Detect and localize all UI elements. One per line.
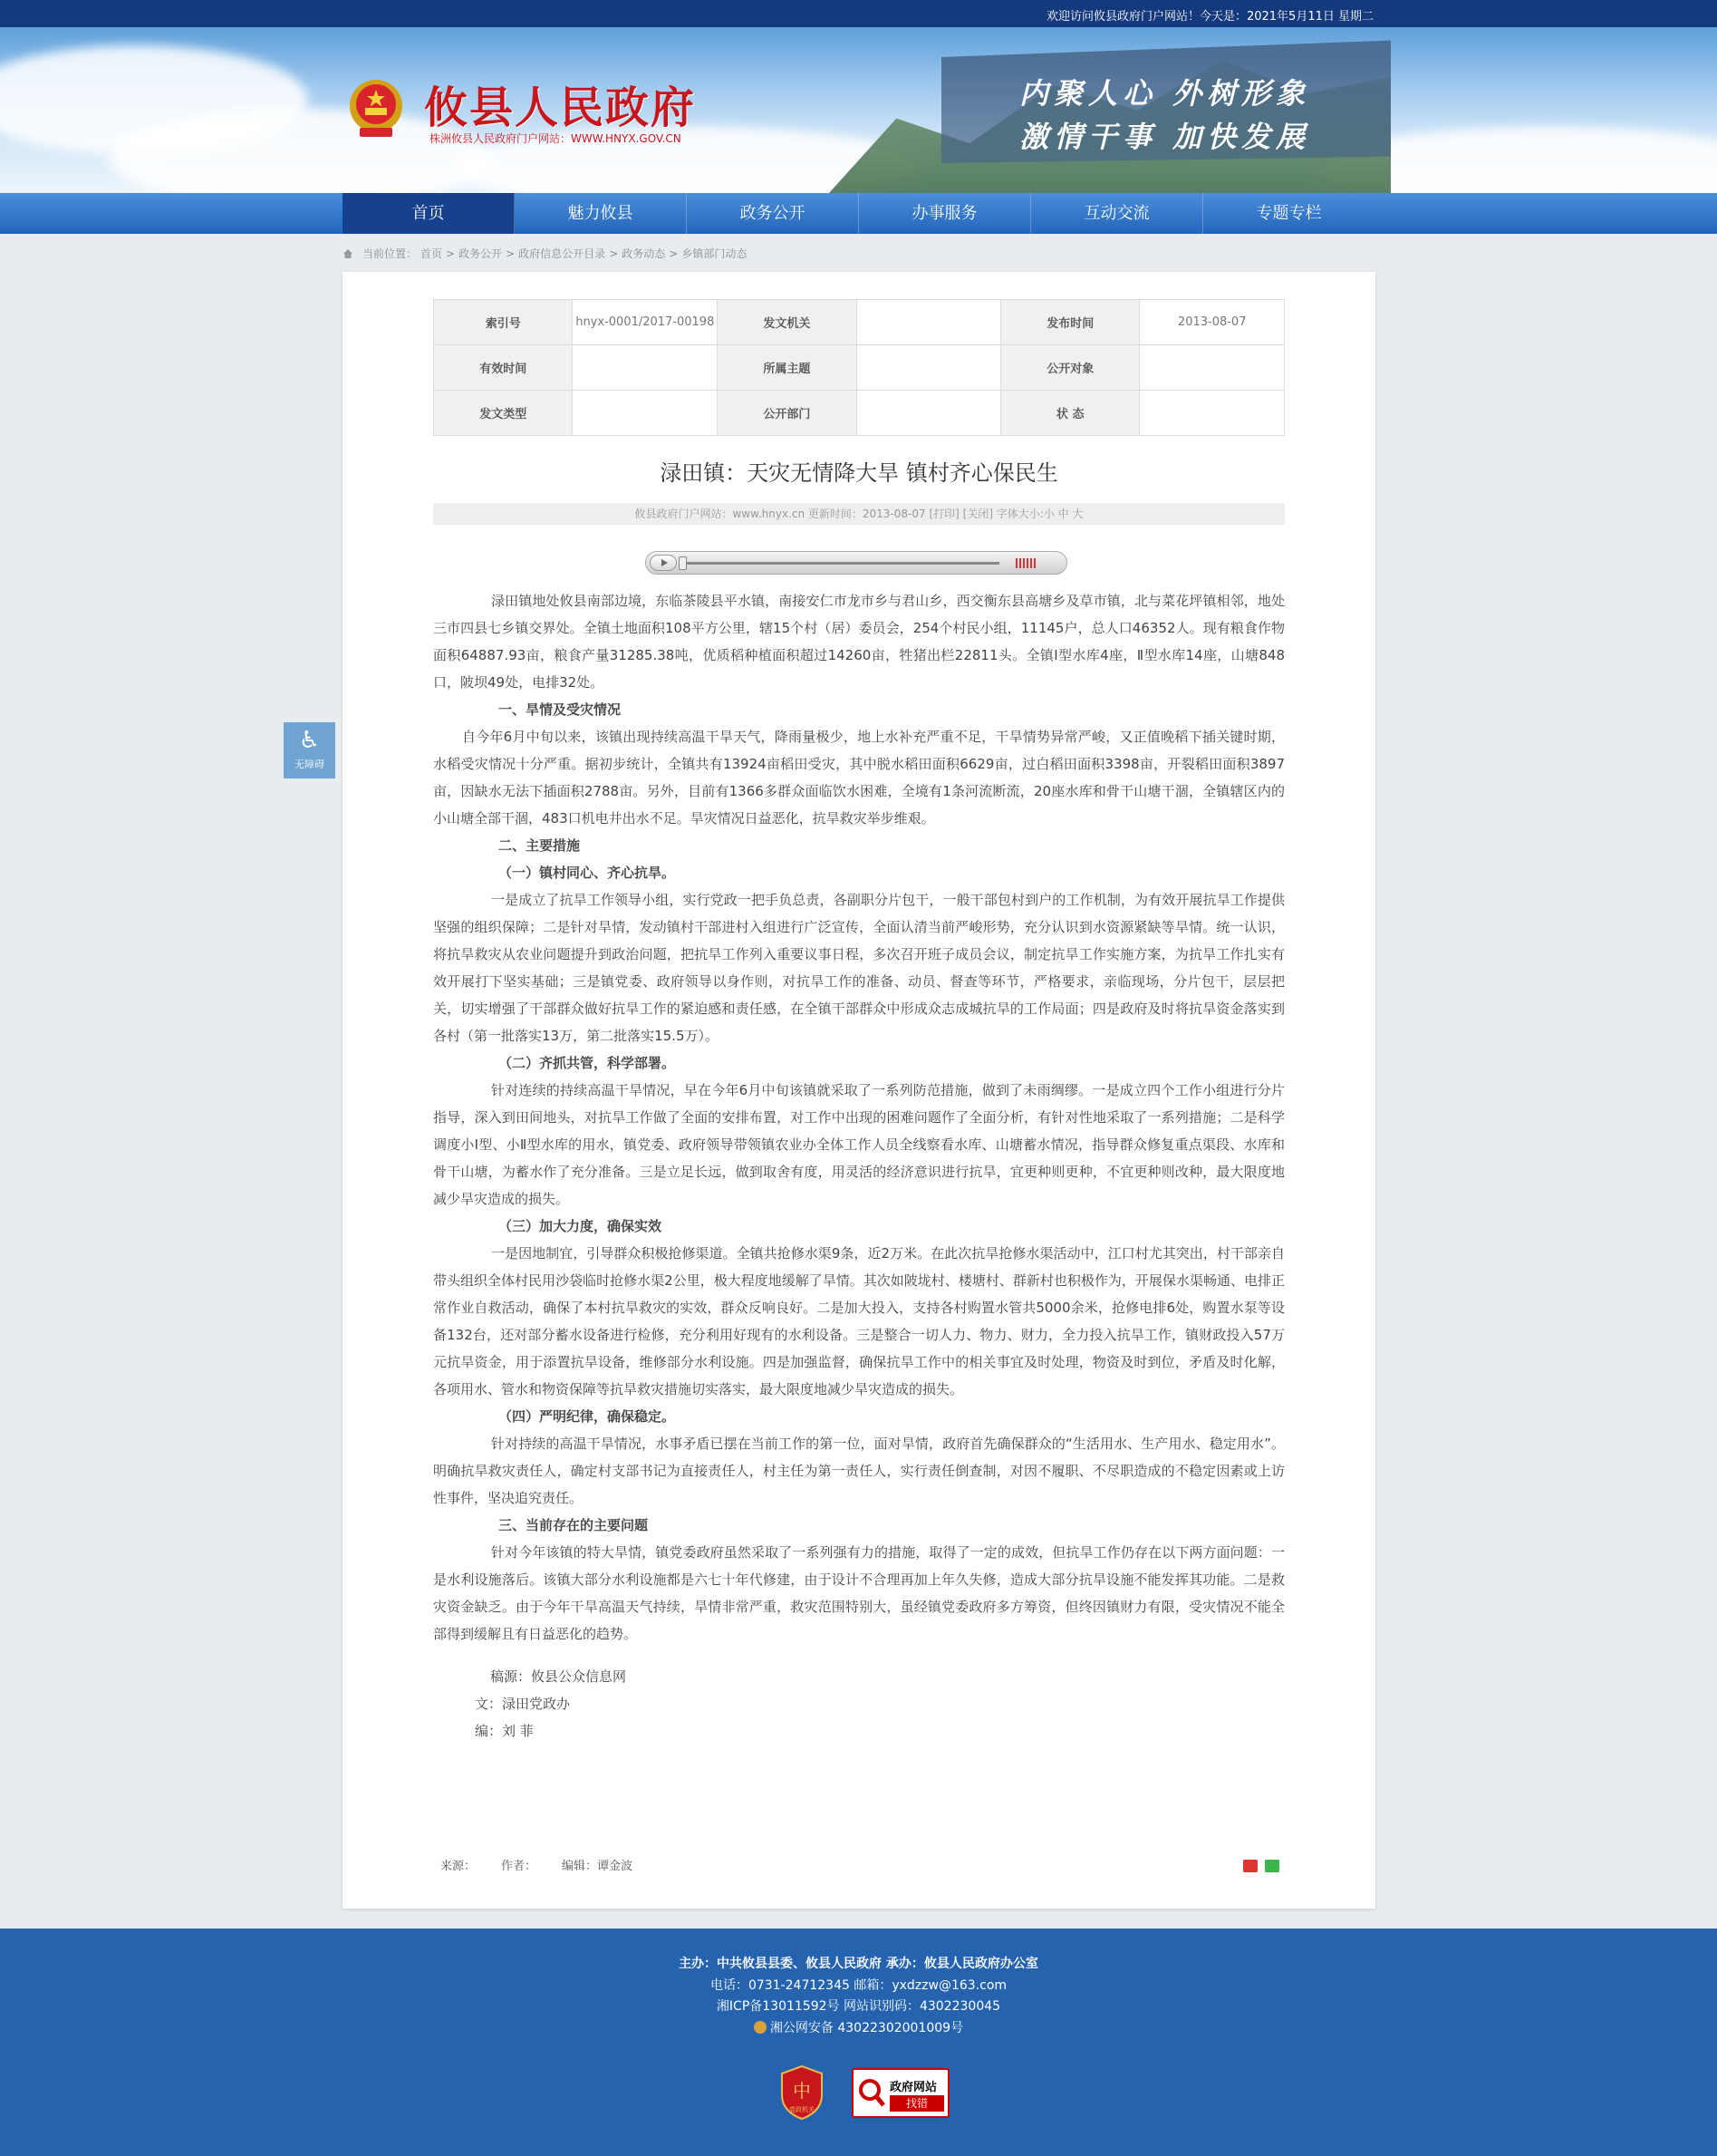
meta-target-value — [1140, 345, 1285, 391]
meta-target-label: 公开对象 — [1000, 345, 1139, 391]
share-buttons — [1243, 1860, 1279, 1872]
nav-item-special-topics[interactable]: 专题专栏 — [1256, 204, 1322, 223]
seek-handle[interactable] — [679, 556, 687, 570]
gov-site-error-report-badge[interactable] — [852, 2068, 950, 2118]
site-subtitle: 株洲攸县人民政府门户网站：WWW.HNYX.GOV.CN — [429, 132, 681, 145]
table-row — [434, 300, 1285, 345]
site-footer — [0, 1929, 1717, 2156]
footer-source: 来源： — [440, 1860, 477, 1873]
welcome-text: 欢迎访问攸县政府门户网站！今天是：2021年5月11日 星期二 — [1046, 10, 1374, 24]
article-paragraph: 针对持续的高温干旱情况，水事矛盾已摆在当前工作的第一位，面对旱情，政府首先确保群众的“生活用水、生产用水、稳定用水”。明确抗旱救灾责任人，确定村支部书记为直接责任人，村主任为第一责任人，实行责任倒查制，对因不履职、不尽职造成的不稳定因素或上访性事件，坚决追究责任。 — [433, 1436, 1285, 1506]
meta-status-value — [1140, 391, 1285, 436]
signature-author: 文：渌田党政办 — [475, 1696, 571, 1712]
section-heading: （三）加大力度，确保实效 — [498, 1218, 662, 1234]
meta-index-value: hnyx-0001/2017-00198 — [573, 300, 718, 345]
nav-item-services[interactable]: 办事服务 — [859, 193, 1031, 234]
nav-item-gov-affairs[interactable]: 政务公开 — [687, 193, 859, 234]
meta-dept-label: 公开部门 — [718, 391, 856, 436]
footer-sponsor: 主办：中共攸县县委、攸县人民政府 承办：攸县人民政府办公室 — [679, 1957, 1038, 1971]
breadcrumb-link-news[interactable]: 政务动态 — [622, 247, 666, 260]
wheelchair-icon: ♿ — [298, 727, 321, 754]
breadcrumb-separator: > — [669, 247, 679, 260]
party-government-badge[interactable] — [779, 2064, 825, 2121]
section-heading: 二、主要措施 — [498, 837, 581, 854]
badge2-line1: 政府网站 — [890, 2081, 938, 2094]
signature-source: 稿源：攸县公众信息网 — [490, 1668, 627, 1685]
section-heading: （一）镇村同心、齐心抗旱。 — [498, 865, 676, 881]
article-paragraph: 一是因地制宜，引导群众积极抢修渠道。全镇共抢修水渠9条，近2万米。在此次抗旱抢修水渠活动中，江口村尤其突出，村干部亲自带头组织全体村民用沙袋临时抢修水渠2公里，极大程度地缓解了旱情。其次如陂垅村、楼塘村、群新村也积极作为，开展保水渠畅通、电排正常作业自救活动，确保了本村抗旱救灾的实效，群众反响良好。二是加大投入，支持各村购置水管共5000余米，抢修电排6处，购置水泵等设备132台，还对部分蓄水设备进行检修，充分利用好现有的水利设备。三是整合一切人力、物力、财力，全力投入抗旱工作，镇财政投入57万元抗旱资金，用于添置抗旱设备，维修部分水利设施。四是加强监督，确保抗旱工作中的相关事宜及时处理，物资及时到位，矛盾及时化解，各项用水、管水和物资保障等抗旱救灾措施切实落实，最大限度地减少旱灾造成的损失。 — [433, 1245, 1285, 1397]
article-paragraph: 一是成立了抗旱工作领导小组，实行党政一把手负总责，各副职分片包干，一般干部包村到户的工作机制，为有效开展抗旱工作提供坚强的组织保障；二是针对旱情，发动镇村干部进村入组进行广泛宣传，全面认清当前严峻形势，充分认识到水资源紧缺等旱情。统一认识，将抗旱救灾从农业问题提升到政治问题，把抗旱工作列入重要议事日程，多次召开班子成员会议，制定抗旱工作实施方案，为抗旱工作扎实有效开展打下坚实基础；三是镇党委、政府领导以身作则，对抗旱工作的准备、动员、督查等环节，严格要求，亲临现场，分片包干，层层把关，切实增强了干部群众做好抗旱工作的紧迫感和责任感，在全镇干部群众中形成众志成城抗旱的工作局面；四是政府及时将抗旱资金落实到各村（第一批落实13万，第二批落实15.5万）。 — [433, 892, 1285, 1044]
article-paragraph: 针对今年该镇的特大旱情，镇党委政府虽然采取了一系列强有力的措施，取得了一定的成效，但抗旱工作仍存在以下两方面问题：一是水利设施落后。该镇大部分水利设施都是六七十年代修建，由于设计不合理再加上年久失修，造成大部分抗旱设施不能发挥其功能。二是救灾资金缺乏。由于今年干旱高温天气持续，旱情非常严重，救灾范围特别大，虽经镇党委政府多方筹资，但终因镇财力有限，受灾情况不能全部得到缓解且有日益恶化的趋势。 — [433, 1544, 1285, 1642]
article-info-bar: 攸县政府门户网站：www.hnyx.cn 更新时间：2013-08-07 [打印] [关闭] 字体大小:小 中 大 — [433, 503, 1285, 525]
audio-player — [645, 551, 1067, 575]
meta-doctype-value — [573, 391, 718, 436]
article-body — [433, 587, 1285, 1648]
breadcrumb-separator: > — [506, 247, 516, 260]
magnifier-icon — [857, 2075, 886, 2112]
meta-pubdate-value: 2013-08-07 — [1140, 300, 1285, 345]
footer-police-record-text: 湘公网安备 43022302001009号 — [769, 2020, 964, 2035]
breadcrumb-separator: > — [446, 247, 456, 260]
footer-editor: 编辑：谭金波 — [562, 1860, 633, 1873]
article-title: 渌田镇：天灾无情降大旱 镇村齐心保民生 — [660, 460, 1058, 486]
slogan-line-2: 激情干事 加快发展 — [1019, 120, 1311, 154]
site-title: 攸县人民政府 — [424, 82, 697, 133]
volume-icon[interactable] — [1016, 558, 1037, 568]
section-heading: 三、当前存在的主要问题 — [498, 1517, 649, 1533]
document-meta-table — [433, 299, 1285, 436]
footer-police-record[interactable] — [0, 2018, 1717, 2040]
signature-editor: 编：刘 菲 — [475, 1723, 534, 1739]
article-footer-line — [440, 1856, 632, 1873]
top-bar — [0, 0, 1717, 27]
breadcrumb-link-home[interactable]: 首页 — [420, 247, 443, 260]
footer-author: 作者： — [501, 1860, 537, 1873]
national-emblem-icon — [347, 77, 405, 142]
meta-doctype-label: 发文类型 — [434, 391, 573, 436]
weibo-share-icon[interactable] — [1243, 1860, 1258, 1872]
section-heading: 一、旱情及受灾情况 — [498, 701, 622, 718]
breadcrumb-link-catalog[interactable]: 政府信息公开目录 — [518, 247, 606, 260]
meta-issuer-label: 发文机关 — [718, 300, 856, 345]
main-nav — [0, 193, 1717, 234]
accessibility-label: 无障碍 — [294, 759, 324, 770]
meta-pubdate-label: 发布时间 — [1000, 300, 1139, 345]
breadcrumb — [342, 245, 747, 263]
article-panel — [342, 272, 1375, 1909]
meta-dept-value — [856, 391, 1000, 436]
badge1-label: 党政机关 — [789, 2106, 815, 2113]
breadcrumb-link-township-news[interactable]: 乡镇部门动态 — [681, 247, 748, 260]
meta-status-label: 状 态 — [1000, 391, 1139, 436]
meta-valid-label: 有效时间 — [434, 345, 573, 391]
breadcrumb-link-gov-affairs[interactable]: 政务公开 — [458, 247, 503, 260]
section-heading: （四）严明纪律，确保稳定。 — [498, 1408, 676, 1425]
meta-index-label: 索引号 — [434, 300, 573, 345]
play-button[interactable] — [650, 555, 677, 571]
article-paragraph: 针对连续的持续高温干旱情况，早在今年6月中旬该镇就采取了一系列防范措施，做到了未雨绸缪。一是成立四个工作小组进行分片指导，深入到田间地头，对抗旱工作做了全面的安排布置，对工作中出现的困难问题作了全面分析，有针对性地采取了一系列措施；二是科学调度小Ⅰ型、小Ⅱ型水库的用水，镇党委、政府领导带领镇农业办全体工作人员全线察看水库、山塘蓄水情况，指导群众修复重点渠段、水库和骨干山塘，为蓄水作了充分准备。三是立足长远，做到取舍有度，用灵活的经济意识进行抗旱，宜更种则更种，不宜更种则改种，最大限度地减少旱灾造成的损失。 — [433, 1082, 1285, 1207]
wechat-share-icon[interactable] — [1265, 1860, 1279, 1872]
meta-issuer-value — [856, 300, 1000, 345]
meta-topic-label: 所属主题 — [718, 345, 856, 391]
police-badge-icon — [754, 2021, 767, 2034]
nav-item-home[interactable]: 首页 — [342, 193, 515, 234]
table-row — [434, 345, 1285, 391]
meta-valid-value — [573, 345, 718, 391]
nav-item-charm-youxian[interactable]: 魅力攸县 — [515, 193, 687, 234]
section-heading: （二）齐抓共管，科学部署。 — [498, 1055, 676, 1071]
breadcrumb-label: 当前位置： — [362, 247, 418, 260]
seek-track[interactable] — [682, 562, 999, 565]
article-paragraph: 渌田镇地处攸县南部边境，东临茶陵县平水镇，南接安仁市龙市乡与君山乡，西交衡东县高塘乡及草市镇，北与菜花坪镇相邻，地处三市四县七乡镇交界处。全镇土地面积108平方公里，辖15个村（居）委员会，254个村民小组，11145户，总人口46352人。现有粮食作物面积64887.93亩，粮食产量31285.38吨，优质稻种植面积超过14260亩，牲猪出栏22811头。全镇Ⅰ型水库4座，Ⅱ型水库14座，山塘848口，陂坝49处，电排32处。 — [433, 593, 1285, 691]
table-row — [434, 391, 1285, 436]
breadcrumb-separator: > — [609, 247, 619, 260]
accessibility-button[interactable] — [284, 722, 335, 778]
site-header — [0, 27, 1717, 193]
home-icon — [342, 248, 353, 259]
badge2-line2: 找错 — [890, 2095, 944, 2112]
footer-icp[interactable]: 湘ICP备13011592号 网站识别码：4302230045 — [716, 1999, 1001, 2014]
nav-item-interaction[interactable]: 互动交流 — [1031, 193, 1203, 234]
svg-text:中: 中 — [793, 2080, 811, 2102]
footer-contact: 电话：0731-24712345 邮箱：yxdzzw@163.com — [709, 1977, 1008, 1993]
slogan-line-1: 内聚人心 外树形象 — [1019, 76, 1311, 111]
meta-topic-value — [856, 345, 1000, 391]
article-paragraph: 自今年6月中旬以来，该镇出现持续高温干旱天气，降雨量极少，地上水补充严重不足，干旱情势异常严峻，又正值晚稻下插关键时期，水稻受灾情况十分严重。据初步统计，全镇共有13924亩稻田受灾，其中脱水稻田面积6629亩，过白稻田面积3398亩，开裂稻田面积3897亩，因缺水无法下插面积2788亩。另外，目前有1366多群众面临饮水困难，全境有1条河流断流，20座水库和骨干山塘干涸，全镇辖区内的小山塘全部干涸，483口机电井出水不足。旱灾情况日益恶化，抗旱救灾举步维艰。 — [433, 729, 1285, 827]
